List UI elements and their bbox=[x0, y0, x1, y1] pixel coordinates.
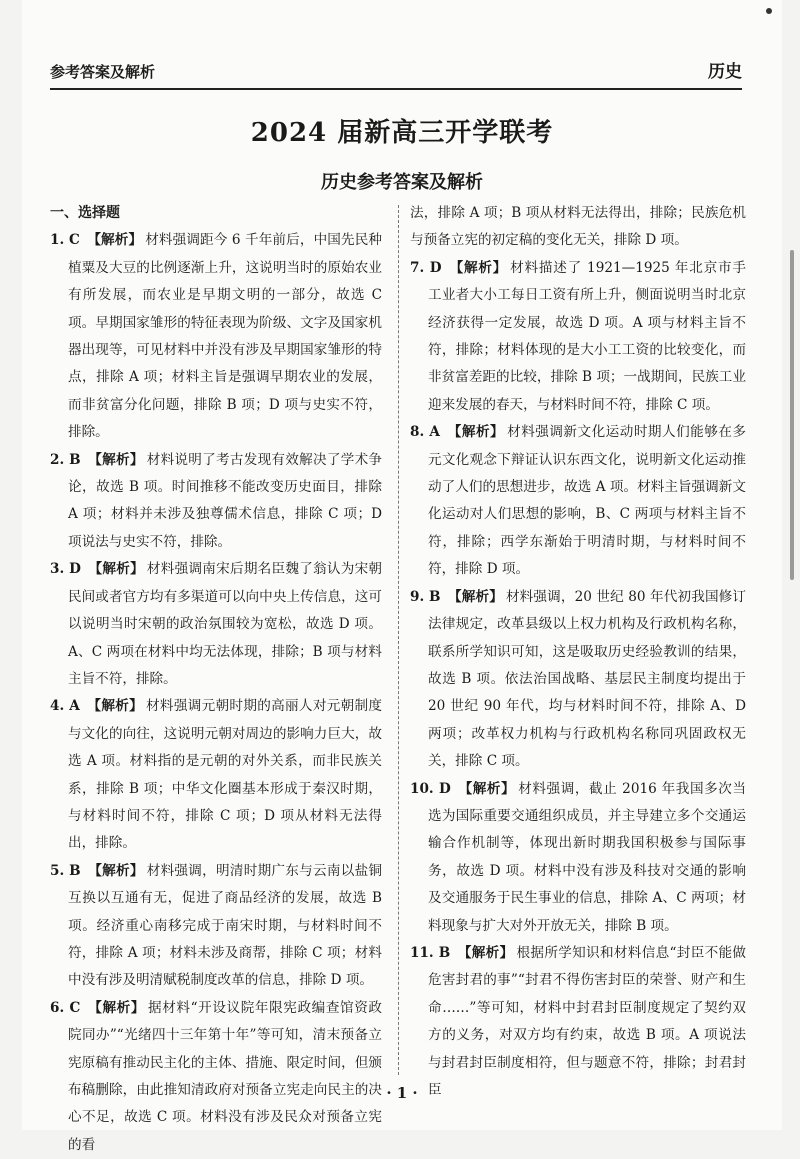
answer-item bbox=[50, 693, 382, 857]
answer-number: 2. B bbox=[50, 451, 81, 468]
answer-item bbox=[50, 227, 382, 446]
answer-item bbox=[410, 255, 746, 419]
answer-text: 材料强调新文化运动时期人们能够在多元文化观念下辩证认识东西文化，说明新文化运动推动了人们的思想进步，故选 A 项。材料主旨强调新文化运动对人们思想的影响，B、C 两项与材料主旨不符，排除；西学东渐始于明清时期，与材料时间不符，排除 D 项。 bbox=[428, 424, 746, 578]
answer-item bbox=[50, 447, 382, 557]
answer-number: 11. B bbox=[410, 944, 451, 961]
answer-text: 材料强调南宋后期名臣魏了翁认为宋朝民间或者官方均有多渠道可以向中央上传信息，这可以说明当时宋朝的政治氛围较为宽松，故选 D 项。A、C 两项在材料中均无法体现，排除；B 项与材料主旨不符，排除。 bbox=[68, 561, 383, 687]
column-divider bbox=[398, 205, 399, 1075]
analysis-tag: 【解析】 bbox=[88, 561, 144, 578]
header-left-label: 参考答案及解析 bbox=[50, 63, 156, 81]
answer-text: 据材料“开设议院年限宪政编查馆资政院同办”“光绪四十三年第十年”等可知，清末预备立宪原稿有推动民主化的主体、措施、限定时间，但颁布稿删除，由此推知清政府对预备立宪走向民主的决心不足，故选 C 项。材料没有涉及民众对预备立宪的看 bbox=[68, 999, 383, 1153]
answer-number: 3. D bbox=[50, 561, 81, 578]
answer-item bbox=[410, 584, 746, 776]
answer-number: 10. D bbox=[410, 780, 451, 797]
answer-item bbox=[50, 995, 382, 1159]
answer-text: 材料强调距今 6 千年前后，中国先民种植粟及大豆的比例逐渐上升，这说明当时的原始农业有所发展，而农业是早期文明的一部分，故选 C 项。早期国家雏形的特征表现为阶级、文字及国家机器出现等，可见材料中并没有涉及早期国家雏形的特点，排除 A 项；材料主旨是强调早期农业的发展，而非贫富分化问题，排除 B 项；D 项与史实不符，排除。 bbox=[68, 232, 383, 441]
answer-number: 9. B bbox=[410, 588, 441, 605]
answer-number: 1. C bbox=[50, 232, 80, 249]
analysis-tag: 【解析】 bbox=[447, 424, 505, 441]
answer-number: 4. A bbox=[50, 698, 80, 715]
analysis-tag: 【解析】 bbox=[457, 944, 514, 961]
left-question-list bbox=[50, 227, 382, 1159]
answer-text: 根据所学知识和材料信息“封臣不能做危害封君的事”“封君不得伤害封臣的荣誉、财产和生命……”等可知，材料中封君封臣制度规定了契约双方的义务，对双方均有约束，故选 B 项。A 项说法与封君封臣制度相符，但与题意不符，排除；封君封臣 bbox=[428, 944, 747, 1098]
answer-number: 8. A bbox=[410, 424, 440, 441]
scrollbar[interactable] bbox=[790, 250, 794, 580]
analysis-tag: 【解析】 bbox=[88, 862, 144, 879]
answer-text: 材料强调，明清时期广东与云南以盐铜互换以互通有无，促进了商品经济的发展，故选 B 项。经济重心南移完成于南宋时期，与材料时间不符，排除 A 项；材料未涉及商帮，排除 C 项；材料中没有涉及明清赋税制度改革的信息，排除 D 项。 bbox=[68, 862, 383, 989]
corner-mark bbox=[766, 8, 772, 14]
answer-item bbox=[410, 940, 746, 1104]
answer-number: 5. B bbox=[50, 862, 81, 879]
analysis-tag: 【解析】 bbox=[448, 588, 503, 605]
answer-number: 7. D bbox=[410, 259, 442, 276]
analysis-tag: 【解析】 bbox=[87, 232, 143, 249]
continued-text: 法，排除 A 项；B 项从材料无法得出，排除；民族危机与预备立宪的初定稿的变化无关，排除 D 项。 bbox=[410, 205, 746, 249]
analysis-tag: 【解析】 bbox=[87, 698, 144, 715]
page-header bbox=[50, 54, 742, 90]
section-heading: 一、选择题 bbox=[50, 205, 120, 221]
answer-text: 材料说明了考古发现有效解决了学术争论，故选 B 项。时间推移不能改变历史面目，排除 A 项；材料并未涉及独尊儒术信息，排除 C 项；D 项说法与史实不符，排除。 bbox=[68, 451, 383, 550]
analysis-tag: 【解析】 bbox=[88, 999, 146, 1016]
header-subject-label: 历史 bbox=[708, 62, 742, 82]
page-number: · 1 · bbox=[386, 1084, 418, 1102]
analysis-tag: 【解析】 bbox=[458, 780, 516, 797]
answer-text: 材料描述了 1921—1925 年北京市手工业者大小工每日工资有所上升，侧面说明当时北京经济获得一定发展，故选 D 项。A 项与材料主旨不符，排除；材料体现的是大小工工资的比较变化，而非贫富差距的比较，排除 B 项；一战期间，民族工业迎来发展的春天，与材料时间不符，排除 C 项。 bbox=[428, 259, 746, 413]
page-title: 2024 届新高三开学联考 bbox=[250, 118, 554, 148]
answer-text: 材料强调，20 世纪 80 年代初我国修订法律规定，改革县级以上权力机构及行政机构名称，联系所学知识可知，这是吸取历史经验教训的结果，故选 B 项。依法治国战略、基层民主制度均提出于 20 世纪 90 年代，均与材料时间不符，排除 A、D 两项；改革权力机构与行政机构名称同巩固政权无关，排除 C 项。 bbox=[428, 588, 747, 770]
analysis-tag: 【解析】 bbox=[88, 451, 144, 468]
right-column bbox=[410, 200, 746, 1104]
right-question-list bbox=[410, 255, 746, 1105]
answer-text: 材料强调元朝时期的高丽人对元朝制度与文化的向往，这说明元朝对周边的影响力巨大，故选 A 项。材料指的是元朝的对外关系，而非民族关系，排除 B 项；中华文化圈基本形成于秦汉时期，与材料时间不符，排除 C 项；D 项从材料无法得出，排除。 bbox=[68, 698, 383, 852]
page-subtitle: 历史参考答案及解析 bbox=[321, 172, 483, 193]
answer-item bbox=[410, 419, 746, 583]
answer-text: 材料强调，截止 2016 年我国多次当选为国际重要交通组织成员，并主导建立多个交通运输合作机制等，体现出新时期我国积极参与国际事务，故选 D 项。材料中没有涉及科技对交通的影响及交通服务于民生事业的信息，排除 A、C 两项；材料现象与扩大对外开放无关，排除 B 项。 bbox=[428, 780, 746, 934]
answer-item bbox=[50, 858, 382, 995]
document-page bbox=[22, 0, 782, 1153]
answer-item bbox=[50, 556, 382, 693]
answer-number: 6. C bbox=[50, 999, 81, 1016]
left-column bbox=[50, 200, 382, 1159]
analysis-tag: 【解析】 bbox=[449, 259, 508, 276]
answer-item bbox=[410, 776, 746, 940]
